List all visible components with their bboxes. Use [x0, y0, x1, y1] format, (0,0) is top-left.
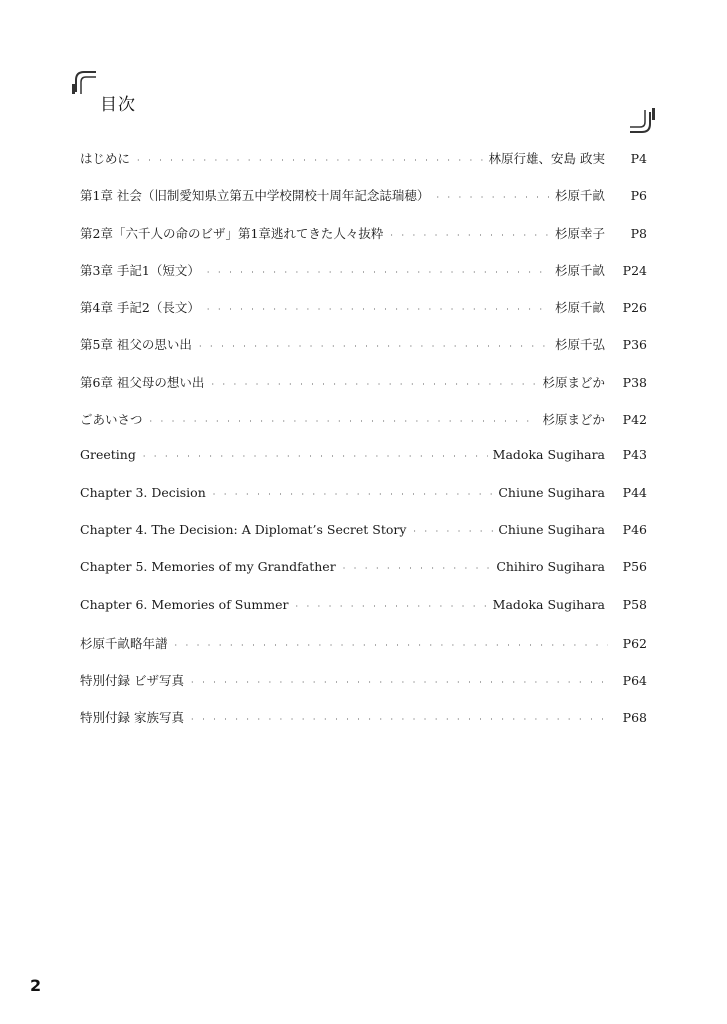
dot-leader: [207, 305, 550, 314]
toc-list: [80, 149, 647, 746]
dot-leader: [175, 641, 608, 650]
dot-leader: [137, 156, 484, 165]
toc-entry-page: P36: [622, 337, 647, 353]
dot-leader: [207, 268, 550, 277]
toc-entry-title: 特別付録 ビザ写真: [80, 673, 184, 689]
toc-entry-title: Greeting: [80, 447, 136, 463]
toc-entry-author: 杉原千畝: [554, 262, 605, 278]
toc-entry-title: Chapter 4. The Decision: A Diplomat’s Secret Story: [80, 521, 407, 537]
toc-entry-author: 杉原千畝: [554, 188, 605, 204]
toc-entry-title: Chapter 6. Memories of Summer: [80, 596, 289, 612]
dot-leader: [191, 678, 608, 687]
dot-leader: [213, 490, 494, 499]
dot-leader: [390, 231, 550, 240]
dot-leader: [199, 342, 550, 351]
toc-entry-title: 特別付録 家族写真: [80, 710, 184, 726]
toc-row[interactable]: [80, 522, 647, 559]
dot-leader: [436, 193, 550, 202]
toc-entry-page: P38: [622, 374, 647, 390]
toc-row[interactable]: [80, 298, 647, 335]
toc-entry-author: Madoka Sugihara: [492, 447, 605, 463]
toc-entry-page: P44: [622, 484, 647, 500]
toc-title: 目次: [100, 95, 136, 115]
toc-entry-page: P4: [630, 151, 647, 166]
toc-entry-title: 第6章 祖父母の想い出: [80, 374, 205, 390]
toc-entry-title: 第5章 祖父の思い出: [80, 337, 192, 353]
toc-row[interactable]: [80, 261, 647, 298]
toc-entry-title: Chapter 5. Memories of my Grandfather: [80, 559, 336, 575]
toc-entry-page: P58: [622, 596, 647, 612]
dot-leader: [343, 564, 492, 573]
toc-entry-page: P8: [630, 225, 647, 241]
toc-row[interactable]: [80, 410, 647, 447]
dot-leader: [211, 380, 537, 389]
toc-row[interactable]: [80, 708, 647, 745]
toc-entry-title: Chapter 3. Decision: [80, 484, 206, 500]
toc-row[interactable]: [80, 559, 647, 596]
toc-entry-title: 第2章「六千人の命のビザ」第1章逃れてきた人々抜粋: [80, 225, 384, 241]
toc-row[interactable]: [80, 224, 647, 261]
toc-entry-title: ごあいさつ: [80, 412, 143, 428]
toc-entry-author: 杉原千畝: [554, 300, 605, 316]
toc-entry-title: 第1章 社会（旧制愛知県立第五中学校開校十周年記念誌瑞穂）: [80, 188, 430, 204]
toc-entry-page: P56: [622, 559, 647, 575]
dot-leader: [191, 715, 608, 724]
toc-entry-author: 林原行雄、安島 政実: [488, 151, 605, 166]
page-number: 2: [30, 976, 42, 995]
toc-entry-author: Chiune Sugihara: [498, 521, 605, 537]
toc-entry-author: 杉原まどか: [542, 412, 605, 428]
toc-row[interactable]: [80, 485, 647, 522]
toc-entry-author: Chiune Sugihara: [498, 484, 605, 500]
dot-leader: [143, 452, 488, 461]
toc-entry-page: P62: [622, 635, 647, 651]
toc-row[interactable]: [80, 671, 647, 708]
dot-leader: [296, 602, 488, 611]
toc-entry-page: P43: [622, 447, 647, 463]
toc-entry-author: Chihiro Sugihara: [496, 559, 605, 575]
toc-row[interactable]: [80, 335, 647, 372]
toc-entry-page: P42: [622, 412, 647, 428]
toc-row[interactable]: [80, 149, 647, 186]
toc-entry-author: Madoka Sugihara: [492, 596, 605, 612]
toc-entry-page: P6: [630, 188, 647, 204]
toc-row[interactable]: [80, 597, 647, 634]
dot-leader: [150, 417, 538, 426]
toc-entry-page: P26: [622, 300, 647, 316]
toc-row[interactable]: [80, 634, 647, 671]
toc-entry-title: 杉原千畝略年譜: [80, 635, 168, 651]
toc-entry-author: 杉原幸子: [554, 225, 605, 241]
toc-row[interactable]: [80, 447, 647, 484]
toc-entry-page: P24: [622, 262, 647, 278]
toc-entry-title: はじめに: [80, 151, 131, 166]
toc-entry-page: P46: [622, 521, 647, 537]
header-frame-ornament: [70, 62, 660, 144]
dot-leader: [413, 527, 493, 536]
toc-row[interactable]: [80, 373, 647, 410]
toc-row[interactable]: [80, 186, 647, 223]
toc-entry-title: 第3章 手記1（短文）: [80, 262, 200, 278]
toc-entry-title: 第4章 手記2（長文）: [80, 300, 200, 316]
toc-entry-page: P68: [622, 710, 647, 726]
toc-entry-author: 杉原まどか: [542, 374, 605, 390]
toc-entry-author: 杉原千弘: [554, 337, 605, 353]
toc-entry-page: P64: [622, 673, 647, 689]
